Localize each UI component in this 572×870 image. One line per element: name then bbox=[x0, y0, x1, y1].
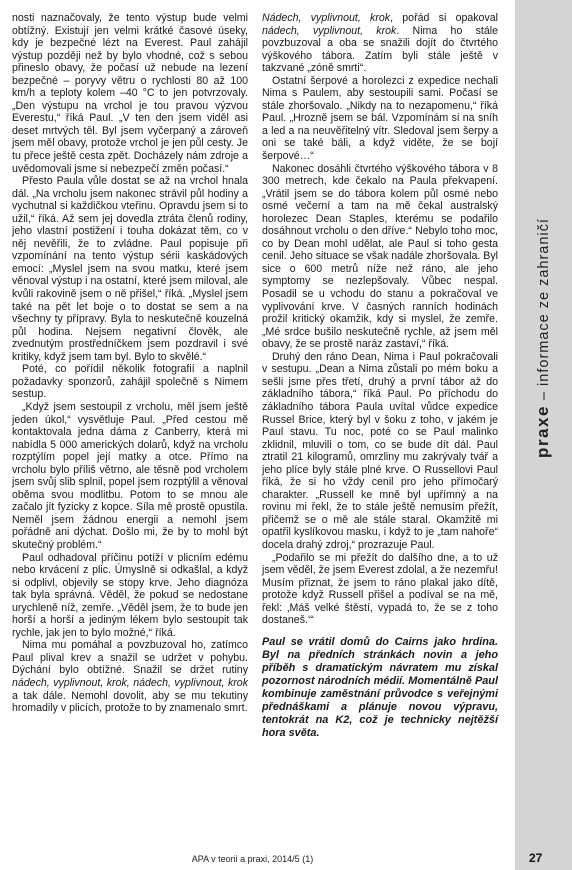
paragraph bbox=[262, 12, 498, 75]
text-run: . Nima ho stále povzbuzoval a oba se snažili dojít do čtvrtého výškového tábora. Zatím byli stále ještě v takzvané „zóně smrti“. bbox=[262, 24, 498, 75]
section-label bbox=[533, 218, 553, 458]
text-run: a tak dále. Nemohl dovolit, aby se mu tekutiny hromadily v plicích, protože to by znamenalo smrt. bbox=[12, 689, 248, 715]
italic-run: nádech, vyplivnout, krok bbox=[262, 24, 397, 37]
text-run: , pořád si opakoval bbox=[390, 12, 498, 24]
section-separator: – bbox=[536, 385, 552, 406]
section-name: praxe bbox=[533, 405, 552, 458]
paragraph: Druhý den ráno Dean, Nima i Paul pokračovali v sestupu. „Dean a Nima zůstali po mém boku a sešli jsme přes třetí, druhý a první tábor až do základního tábora,“ říká Paul. Po příchodu do základního tábora Paula uvítal vůdce expedice Russel Brice, který byl v šoku z toho, v jakém je Paul stavu. Tu noc, poté co se Paul malinko zklidnil, mluvili o tom, co se bude dít dál. Paul ztratil 21 kilogramů, omrzliny mu zakrývaly tvář a jeho plíce byly stále plné krve. O Russellovi Paul říká, že si ho vždy cenil pro jeho přímočarý charakter. „Russell ke mně byl upřímný a na rovinu mi řekl, že to stále ještě nemusím přežít, přičemž se o mě ale stále staral. Okamžitě mi opatřil kyslíkovou masku, i když to je „tam nahoře“ docela drahý zdroj,“ prozrazuje Paul. bbox=[262, 350, 498, 551]
footer-journal-citation: APA v teorii a praxi, 2014/5 (1) bbox=[191, 854, 314, 864]
closing-lead-paragraph: Paul se vrátil domů do Cairns jako hrdina. Byl na předních stránkách novin a jeho příběh s dramatickým návratem mu získal pozornost národních médií. Momentálně Paul kombinuje zaměstnání průvodce s veřejnými přednáškami a plánuje novou výpravu, tentokrát na K2, což je technicky nejtěžší hora světa. bbox=[262, 635, 498, 739]
paragraph: „Podařilo se mi přežít do dalšího dne, a to už jsem věděl, že jsem Everest zdolal, a že nezemřu! Musím přiznat, že jsem to ráno plakal jako dítě, protože když Russell přišel a podíval se na mě, řekl: ‚Máš velké štěstí, vypadá to, že se z toho dostaneš.‘“ bbox=[262, 551, 498, 627]
paragraph: Nakonec dosáhli čtvrtého výškového tábora v 8 300 metrech, kde čekalo na Paula překvapení. „Vrátil jsem se do tábora kolem půl osmé nebo osmé večerní a tam na mě čekal australský horolezec Dean Staples, kterému se podařilo dosáhnout vrcholu o den dříve.“ Nebylo toho moc, co by Dean mohl udělat, ale Paul si toho gesta cenil. Jeho situace se však nadále zhoršovala. Byl sice o 600 metrů níže než ráno, ale jeho symptomy se nezlepšovaly. Vůbec nespal. Posadil se u vchodu do stanu a pokračoval ve vyplivování krve. V časných ranních hodinách prožil kritický okamžik, kdy si myslel, že zemře. „Mé srdce bušilo neskutečně rychle, až jsem měl obavy, že se prostě naráz zastaví,“ říká. bbox=[262, 162, 498, 351]
italic-run: Nádech, vyplivnout, krok bbox=[262, 12, 391, 24]
page-number: 27 bbox=[529, 851, 543, 865]
paragraph: „Když jsem sestoupil z vrcholu, měl jsem ještě jeden úkol,“ vysvětluje Paul. „Před cestou mě kontaktovala jedna dáma z Canberry, která mi nabídla 5 000 amerických dolarů, když na vrcholu rozptýlím popel její matky a otce. Přímo na vrcholu bylo příliš větrno, ale těsně pod vrcholem jsem svůj slib splnil, popel jsem rozptýlil a věnoval oběma svou modlitbu. Potom to se mnou ale začalo jít fyzicky z kopce. Síla mě prostě opustila. Neměl jsem žádnou energii a nemohl jsem pořádně ani dýchat. Došlo mi, že by to mohl být skutečný problém.“ bbox=[12, 400, 248, 551]
paragraph: nosti naznačovaly, že tento výstup bude velmi obtížný. Existují jen velmi krátké časové úseky, kdy je bezpečné lézt na Everest. Paul zahájil výstup později než by bylo vhodné, což s sebou přineslo obavy, že počasí už nebude na lezení bezpečné – poryvy větru o rychlosti 80 až 100 km/h a teploty kolem –40 °C to jen potvrzovaly. „Den výstupu na vrchol je tou pravou výzvou Everestu,“ říká Paul. „V ten den jsem viděl asi deset mrtvých těl. Byl jsem vyčerpaný a zároveň jsem měl obavy, protože vrchol je jen půl cesty. Je tu přece ještě cesta zpět. Docházely nám zdroje a uvědomovali jsme si nebezpečí změn počasí.“ bbox=[12, 12, 248, 175]
paragraph: Paul odhadoval příčinu potíží v plicním edému nebo krvácení z plic. Úmyslně si odkašlal, a když si odplivl, objevily se stopy krve. Jeho diagnóza tak byla správná. Věděl, že pokud se nedostane urychleně níž, zemře. „Věděl jsem, že to bude jen horší a horší a jediným lékem bylo sestoupit tak rychle, jak jen to bylo možné,“ říká. bbox=[12, 551, 248, 639]
text-run: Nima mu pomáhal a povzbuzoval ho, zatímco Paul plival krev a snažil se udržet v pohybu. Dýchání bylo obtížné. Snažil se držet rutiny bbox=[12, 639, 248, 677]
italic-run: nádech, vyplivnout, krok, nádech, vyplivnout, krok bbox=[12, 676, 248, 689]
paragraph: Ostatní šerpové a horolezci z expedice nechali Nima s Paulem, aby sestoupili sami. Počasí se stále zhoršovalo. „Nikdy na to nezapomenu,“ říká Paul. „Hrozně jsem se bál. Vzpomínám si na sníh a led a na neuvěřitelný vítr. Sledoval jsem šerpy a oni se také báli, a když viděte, že se bojí šerpové…“ bbox=[262, 74, 498, 163]
right-column bbox=[262, 12, 498, 740]
section-subtitle: informace ze zahraničí bbox=[536, 218, 552, 386]
left-column bbox=[12, 12, 248, 715]
paragraph bbox=[12, 639, 248, 714]
paragraph: Poté, co pořídil několik fotografií a naplnil požadavky sponzorů, zahájil společně s Nimem sestup. bbox=[12, 363, 248, 401]
paragraph: Přesto Paula vůle dostat se až na vrchol hnala dál. „Na vrcholu jsem nakonec strávil půl hodiny a vychutnal si každičkou vteřinu. Opravdu jsem si to užil,“ říká. Až sem jej dovedla ztráta členů rodiny, jeho vlastní postižení i touha dokázat těm, co v něj nevěřili, že to zvládne. Paul popisuje při vzpomínání na tento výstup sérii kaskádových emocí: „Myslel jsem na svou matku, které jsem věnoval výstup i na ostatní, které jsem miloval, ale kvůli rakovině jsem o ně přišel,“ říká. „Myslel jsem také na pět let boje o to dostat se sem a na všechny ty přípravy. Byla to neskutečně kouzelná půl hodina. Nejsem negativní člověk, ale zvednutým prostředníčkem jsem pozdravil i své kritiky, když jsem tam byl. Bylo to skvělé.“ bbox=[12, 175, 248, 363]
